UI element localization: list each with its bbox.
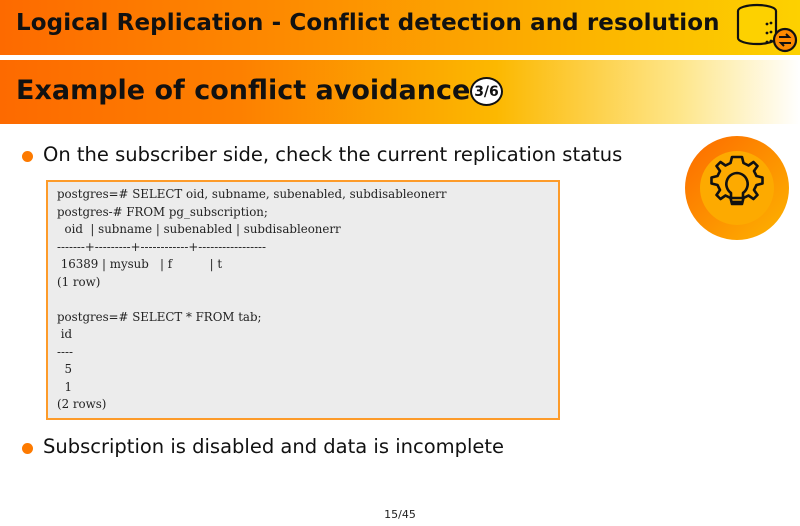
bullet-item [22, 435, 662, 463]
step-badge: 3/6 [470, 77, 503, 106]
header-title: Logical Replication - Conflict detection and resolution [16, 10, 720, 36]
bullet-dot-icon [22, 151, 33, 162]
code-text: postgres=# SELECT oid, subname, subenabled, subdisableonerr postgres-# FROM pg_subscription; oid | subname | subenabled | subdisableonerr -------+---------+------------+----------------- 16389 | mysub | f | t (1 row) postgres=# SELECT * FROM tab; id ---- 5 1 (2 rows) [57, 187, 447, 411]
database-sync-icon [730, 2, 800, 54]
bullet-dot-icon [22, 443, 33, 454]
bullet-item [22, 143, 662, 171]
lightbulb-gear-icon [684, 135, 790, 241]
page-number: 15/45 [384, 508, 416, 521]
code-block [46, 180, 560, 420]
slide-title: Example of conflict avoidance [16, 75, 471, 106]
bullet-text: Subscription is disabled and data is incomplete [43, 435, 505, 458]
bullet-text: On the subscriber side, check the current replication status [43, 143, 623, 166]
